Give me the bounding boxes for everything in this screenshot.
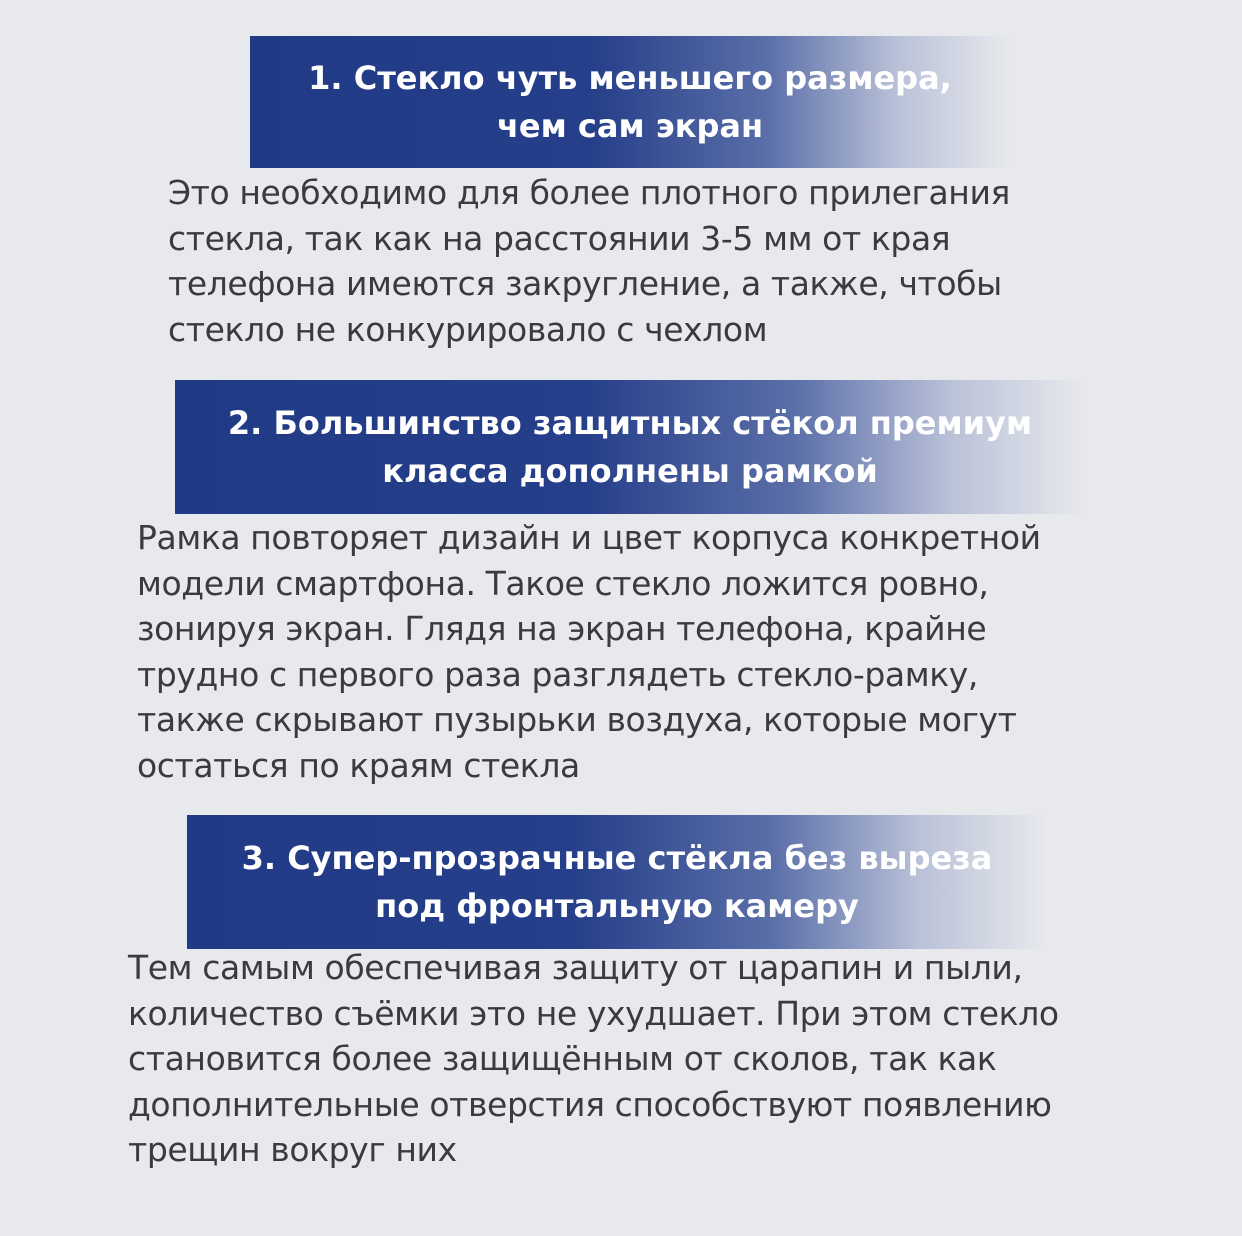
section-2-body-line-3: зонируя экран. Глядя на экран телефона, крайне bbox=[137, 609, 987, 648]
section-2-heading bbox=[175, 380, 1085, 514]
section-3-body-line-3: становится более защищённым от сколов, так как bbox=[128, 1039, 997, 1078]
section-2-body-line-2: модели смартфона. Такое стекло ложится ровно, bbox=[137, 563, 989, 603]
section-3-body-line-4: дополнительные отверстия способствуют появлению bbox=[128, 1084, 1052, 1124]
section-3-body bbox=[128, 945, 1059, 1173]
section-1-body-line-4: стекло не конкурировало с чехлом bbox=[168, 309, 768, 349]
section-2-body-line-4: трудно с первого раза разглядеть стекло-рамку, bbox=[137, 654, 979, 694]
section-2-body-line-6: остаться по краям стекла bbox=[137, 745, 580, 785]
section-1-body-line-2: стекла, так как на расстоянии 3-5 мм от края bbox=[168, 218, 951, 258]
section-1-body-line-1: Это необходимо для более плотного прилегания bbox=[168, 173, 1010, 212]
section-1-body bbox=[168, 170, 1010, 352]
section-1-heading-line-2: чем сам экран bbox=[496, 107, 764, 145]
section-2-heading-line-2: класса дополнены рамкой bbox=[382, 452, 878, 490]
section-3-body-line-1: Тем самым обеспечивая защиту от царапин и пыли, bbox=[128, 948, 1023, 987]
section-2-body-line-5: также скрывают пузырьки воздуха, которые могут bbox=[137, 700, 1017, 739]
section-1-heading-line-1: 1. Стекло чуть меньшего размера, bbox=[308, 59, 952, 97]
section-3-body-line-2: количество съёмки это не ухудшает. При этом стекло bbox=[128, 993, 1059, 1033]
section-2-body-line-1: Рамка повторяет дизайн и цвет корпуса конкретной bbox=[137, 518, 1041, 557]
section-3-heading-line-1: 3. Супер-прозрачные стёкла без выреза bbox=[241, 839, 993, 877]
section-3-body-line-5: трещин вокруг них bbox=[128, 1130, 457, 1169]
section-3-heading-line-2: под фронтальную камеру bbox=[375, 887, 859, 925]
section-1-body-line-3: телефона имеются закругление, а также, чтобы bbox=[168, 264, 1002, 303]
section-1-heading bbox=[250, 36, 1010, 168]
section-3-heading bbox=[187, 815, 1047, 949]
section-2-body bbox=[137, 515, 1041, 788]
section-2-heading-line-1: 2. Большинство защитных стёкол премиум bbox=[227, 404, 1033, 442]
